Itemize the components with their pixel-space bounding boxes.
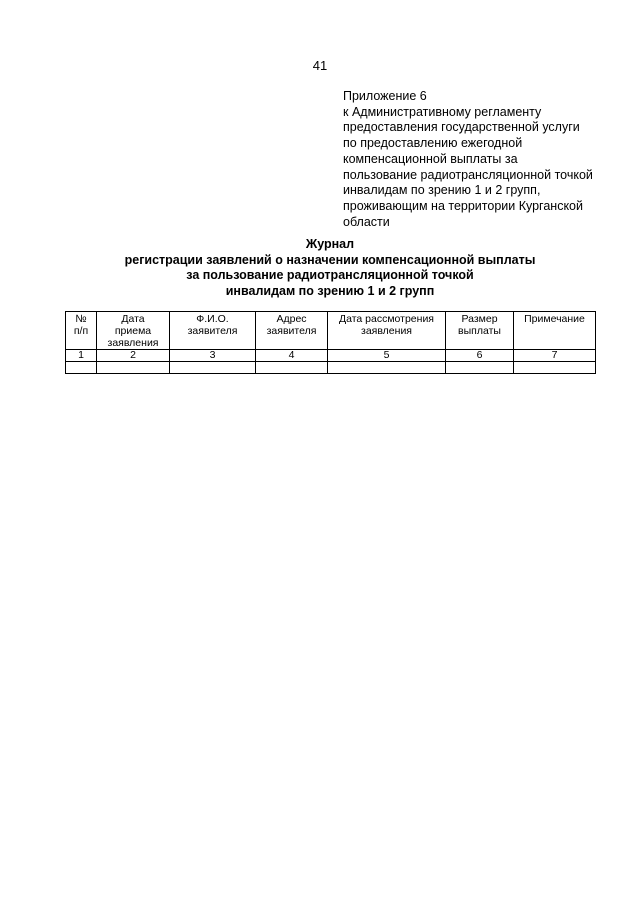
empty-cell (446, 362, 514, 374)
appendix-line: пользование радиотрансляционной точкой (343, 167, 593, 182)
title-line: за пользование радиотрансляционной точкой (186, 268, 474, 282)
empty-cell (170, 362, 256, 374)
appendix-line: Приложение 6 (343, 89, 427, 103)
appendix-line: компенсационной выплаты за (343, 151, 518, 166)
header-date-received: Дата приема заявления (97, 312, 170, 350)
empty-cell (256, 362, 328, 374)
empty-cell (328, 362, 446, 374)
appendix-line: предоставления государственной услуги (343, 120, 580, 135)
journal-title (60, 237, 600, 299)
column-number-cell: 7 (514, 350, 596, 362)
title-line: Журнал (305, 237, 355, 251)
column-number-cell: 2 (97, 350, 170, 362)
table-header-row (66, 312, 596, 350)
journal-table (65, 311, 596, 374)
column-number-cell: 1 (66, 350, 97, 362)
header-full-name: Ф.И.О. заявителя (170, 312, 256, 350)
column-number-cell: 3 (170, 350, 256, 362)
appendix-line: к Административному регламенту (343, 104, 542, 119)
empty-cell (97, 362, 170, 374)
column-number-cell: 6 (446, 350, 514, 362)
title-line: инвалидам по зрению 1 и 2 групп (225, 283, 435, 298)
title-line: регистрации заявлений о назначении компенсационной выплаты (124, 252, 536, 267)
column-number-cell: 5 (328, 350, 446, 362)
column-number-cell: 4 (256, 350, 328, 362)
header-address: Адрес заявителя (256, 312, 328, 350)
header-note: Примечание (514, 312, 596, 350)
header-payment-amount: Размер выплаты (446, 312, 514, 350)
header-review-date: Дата рассмотрения заявления (328, 312, 446, 350)
appendix-line: области (343, 214, 390, 229)
appendix-line: инвалидам по зрению 1 и 2 групп, (343, 183, 541, 198)
empty-cell (66, 362, 97, 374)
header-number: № п/п (66, 312, 97, 350)
appendix-block (343, 89, 623, 230)
page-number: 41 (312, 58, 328, 73)
appendix-line: по предоставлению ежегодной (343, 136, 523, 151)
table-number-row (66, 350, 596, 362)
table-empty-row (66, 362, 596, 374)
empty-cell (514, 362, 596, 374)
appendix-line: проживающим на территории Курганской (343, 198, 583, 213)
